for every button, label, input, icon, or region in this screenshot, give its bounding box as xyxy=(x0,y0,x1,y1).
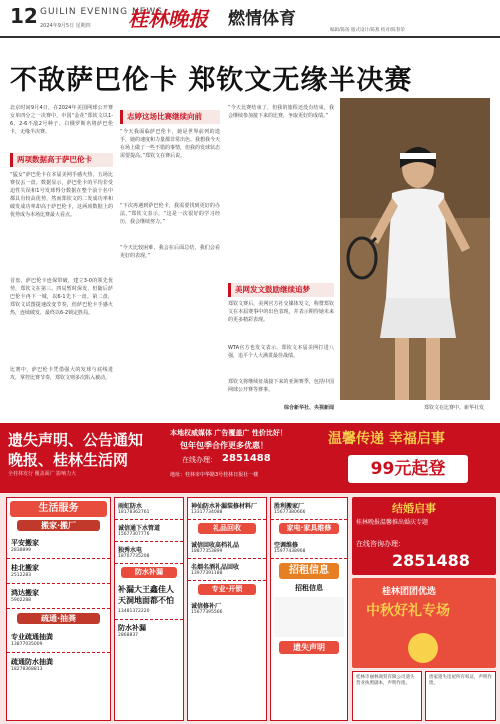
classified-name: 名烟名酒礼品回收 xyxy=(191,564,240,571)
pipe-tag: 疏通·抽粪 xyxy=(17,613,100,624)
classified-phone: 2868837 xyxy=(118,633,139,638)
ad-mid-line-2: 包年包季合作更多优惠！ xyxy=(180,441,268,450)
recruit-heading: 招租信息 xyxy=(295,584,323,592)
ad-mid-line-1: 本地权威媒体 广告覆盖广 性价比好！ xyxy=(170,429,287,437)
article-paragraph: “今天比较困难，我会在后面总结，我们会看更好的表现。” xyxy=(120,245,220,259)
gift-card xyxy=(352,578,496,668)
gift-tag: 礼品回收 xyxy=(198,523,256,534)
moving-tag: 搬家·搬厂 xyxy=(17,520,100,531)
wedding-card-sub: 桂林晚报温馨推出婚庆专题 xyxy=(356,519,429,526)
classified-phone: 18178362761 xyxy=(118,510,150,515)
notice-2 xyxy=(425,671,496,721)
classified-name: 防水补漏 xyxy=(118,624,146,632)
classified-phone: 18877353899 xyxy=(191,549,223,554)
article-paragraph: 比赛中，萨巴伦卡凭借强大的发球与底线进攻，掌控比赛节奏，郑钦文则多次陷入被动。 xyxy=(10,367,113,381)
gift-card-title: 中秋好礼专场 xyxy=(366,603,450,619)
notice-1 xyxy=(352,671,422,721)
page-number: 12 xyxy=(10,4,38,28)
classified-name: 诚信回收高档礼品 xyxy=(191,542,240,549)
ad-address: 地址：桂林市中华路3号桂林日报社一楼 xyxy=(170,472,259,478)
classified-phone: 15677307776 xyxy=(118,532,150,537)
article-paragraph: “今天比赛结束了，但我的旅程还没有结束，我会继续参加接下来的比赛，争取更好的成绩。” xyxy=(228,105,334,119)
classified-phone: 15677380666 xyxy=(274,510,306,515)
classified-name: 诚信修补厂 xyxy=(191,603,222,610)
lock-tag: 专业·开锁 xyxy=(198,584,256,595)
subhead-2: 志婷这场比赛继续向前 xyxy=(120,110,220,124)
lost-tag: 遗失声明 xyxy=(279,641,339,654)
photo-caption: 郑钦文在比赛中。新华社发 xyxy=(423,405,484,411)
classified-phone: 13977391188 xyxy=(191,571,223,576)
article-paragraph: 郑钦文赛后，美网官方社交媒体发文，称赞郑钦文在本届赛事中的出色表现，并表示期待她未来的更多精彩表现。 xyxy=(228,301,334,323)
classified-name: 独秀水电 xyxy=(118,547,143,554)
classified-name: 鸿达搬家 xyxy=(11,589,39,597)
article-byline: 综合新华社、央视新闻 xyxy=(283,405,334,411)
classified-phone: 2838899 xyxy=(11,548,32,553)
waterproof-tag: 防水补漏 xyxy=(121,567,177,578)
classified-col-4 xyxy=(270,497,348,721)
gift-icon xyxy=(408,633,438,663)
classified-phone: 13317734088 xyxy=(191,510,223,515)
classified-phone: 13481372220 xyxy=(118,609,150,614)
ad-left-title-1: 遗失声明、公告通知 xyxy=(8,431,144,449)
page-header xyxy=(0,0,500,38)
classified-name: 空调维修 xyxy=(274,542,299,549)
classified-phone: 2512283 xyxy=(11,573,32,578)
ad-right-title: 温馨传递 幸福启事 xyxy=(328,431,445,447)
wedding-card xyxy=(352,497,496,575)
wedding-card-title: 结婚启事 xyxy=(392,502,436,515)
classified-phone: 18707735208 xyxy=(118,554,150,559)
gift-card-top: 桂林团团优选 xyxy=(382,587,437,597)
classified-name: 平安搬家 xyxy=(11,539,39,547)
classified-phone: 18278368813 xyxy=(11,667,43,672)
ad-banner xyxy=(0,423,500,493)
classified-name: 诚信通下水管道 xyxy=(118,525,161,532)
ad-left-title-2: 晚报、桂林生活网 xyxy=(8,451,129,469)
classified-name: 神仙防水补漏装修材料厂 xyxy=(191,503,258,510)
notice-text: 桂林市丽林商贸有限公司遗失营业执照副本，声明作废。 xyxy=(356,675,415,686)
classified-col-1 xyxy=(6,497,111,721)
classified-phone: 5902288 xyxy=(11,598,32,603)
life-service-tag: 生活服务 xyxy=(10,501,107,517)
classified-phone: 13877035009 xyxy=(11,642,43,647)
tennis-player-photo xyxy=(340,98,490,400)
article-paragraph: “今天我面临萨巴伦卡，她是世界前列的选手，她的速度和力量都非常出色。我想我今天在场上做了一些不错的事情，但我的发球状态需要提高。”郑钦文在赛后说。 xyxy=(120,129,220,159)
article-paragraph: 首盘，萨巴伦卡连保带破，建立3-0的领先优势，郑钦文在第三、四局暂时保发，但随后萨巴伦卡再下一城，以6-1先下一盘。第二盘，郑钦文试图提速改变节奏，但萨巴伦卡手感火热，连续破发，最终以6-2锁定胜局。 xyxy=(10,278,113,316)
ad-phone-label: 在线办理： xyxy=(182,456,217,464)
article-headline: 不敌萨巴伦卡 郑钦文无缘半决赛 xyxy=(10,65,413,96)
issue-date: 2024年9月5日 星期四 xyxy=(40,23,91,29)
classified-name: 桂北搬家 xyxy=(11,564,39,572)
classified-name: 疏通防水抽粪 xyxy=(11,658,53,666)
rent-tag: 招租信息 xyxy=(279,563,339,579)
article-paragraph: “猛女”萨巴伦卡在本届美网手感火热，五场比赛仅丢一盘。数据显示，萨巴伦卡的平均非受迫性失误和1号发球得分数据在整个前十名中都具有较高优势，然而郑钦文的二发成功率和破发成功率却高于萨巴伦卡，这两项数据上的优势成为本场比赛最大看点。 xyxy=(10,172,113,218)
classified-col-3 xyxy=(187,497,267,721)
wedding-card-phone: 2851488 xyxy=(392,551,470,570)
wedding-card-line: 在线咨询办理： xyxy=(356,540,405,548)
article-lead: 北京时间9月4日，在2024年美国网球公开赛女单四分之一决赛中，中国“金花”郑钦文以1-6、2-6不敌2号种子、白俄罗斯名将萨巴伦卡，无缘半决赛。 xyxy=(10,105,113,135)
classified-phone: 15977438968 xyxy=(274,549,306,554)
notice-text: 唐家遗失房屋所有权证，声明作废。 xyxy=(429,675,492,686)
ad-price: 99元起登 xyxy=(348,455,468,483)
article-paragraph: “下次再遇到萨巴伦卡，我需要找到更好的办法，”郑钦文表示，“这是一次很好的学习经历，我会继续努力。” xyxy=(120,203,220,225)
classified-name: 专业疏通抽粪 xyxy=(11,633,53,641)
classified-col-2 xyxy=(114,497,184,721)
ad-left-note: 全桂林发行 覆盖面广 影响力大 xyxy=(8,471,77,477)
classifieds xyxy=(0,493,500,724)
article-paragraph: WTA官方也发文表示，郑钦文本届美网打进八强，追平个人大满贯最佳战绩。 xyxy=(228,345,334,359)
classified-headline: 补漏大王鑫佳人 天洞地面都不怕 xyxy=(118,585,174,605)
article-photo xyxy=(340,98,490,400)
home-repair-tag: 家电·家具维修 xyxy=(279,523,339,534)
paper-name-en: GUILIN EVENING NEWS xyxy=(40,7,163,17)
ad-phone: 2851488 xyxy=(222,453,271,464)
classified-phone: 15677395566 xyxy=(191,610,223,615)
paper-logo: 桂林晚报 xyxy=(128,7,208,31)
section-title: 燃情体育 xyxy=(228,9,296,29)
classified-name: 雨虹防水 xyxy=(118,503,143,510)
subhead-3: 美网发文鼓励继续追梦 xyxy=(228,283,334,297)
editor-credits: 编辑/陈扬 版式设计/陈燕 校对/陈春荣 xyxy=(330,28,405,33)
article-paragraph: 郑钦文将继续征战接下来的亚洲赛季，包括中国网球公开赛等赛事。 xyxy=(228,379,334,393)
classified-name: 胜利搬家厂 xyxy=(274,503,305,510)
subhead-1: 两项数据高于萨巴伦卡 xyxy=(10,153,113,167)
